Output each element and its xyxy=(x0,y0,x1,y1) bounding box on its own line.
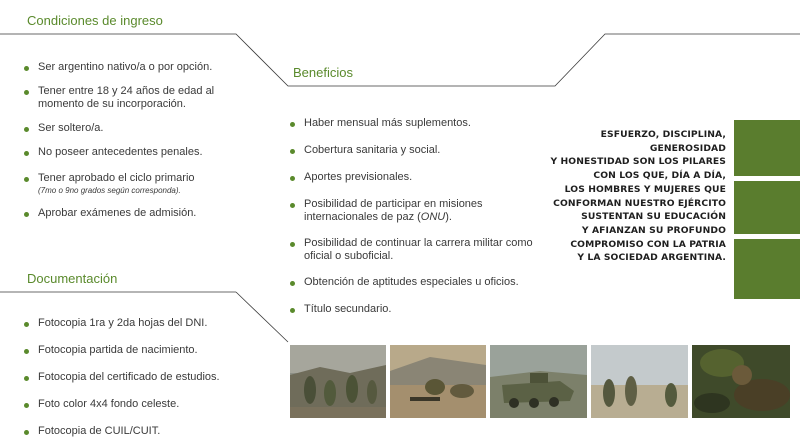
list-item-text: Posibilidad de participar en misiones internacionales de paz ( xyxy=(304,198,483,223)
list-item-note: (7mo o 9no grados según corresponda). xyxy=(38,186,181,195)
motto-line: CON LOS QUE, DÍA A DÍA, xyxy=(593,170,726,182)
list-item: Tener entre 18 y 24 años de edad al momento de su incorporación. xyxy=(24,85,244,111)
condiciones-title: Condiciones de ingreso xyxy=(27,13,163,28)
soldiers-firing-photo xyxy=(390,345,486,418)
list-item: Fotocopia 1ra y 2da hojas del DNI. xyxy=(24,317,264,330)
motto-line: ESFUERZO, DISCIPLINA, GENEROSIDAD xyxy=(600,129,726,154)
onu-text: ONU xyxy=(420,211,446,223)
list-item-suffix: ). xyxy=(445,211,452,223)
list-item: Fotocopia partida de nacimiento. xyxy=(24,344,264,357)
motto-line: Y AFIANZAN SU PROFUNDO xyxy=(581,224,726,236)
list-item xyxy=(24,172,244,196)
motto-text xyxy=(540,128,726,265)
list-item: Ser soltero/a. xyxy=(24,122,244,135)
documentacion-title: Documentación xyxy=(27,271,118,286)
list-item: Aportes previsionales. xyxy=(290,171,540,184)
soldiers-patrol-photo xyxy=(290,345,386,418)
list-item: Posibilidad de continuar la carrera militar como oficial o suboficial. xyxy=(290,237,540,263)
list-item: Ser argentino nativo/a o por opción. xyxy=(24,61,244,74)
green-block xyxy=(734,239,800,299)
list-item: Foto color 4x4 fondo celeste. xyxy=(24,398,264,411)
beneficios-title: Beneficios xyxy=(293,65,353,80)
list-item-text: Tener aprobado el ciclo primario xyxy=(38,172,195,184)
list-item xyxy=(290,198,540,224)
list-item: Obtención de aptitudes especiales u oficios. xyxy=(290,276,540,289)
beneficios-list xyxy=(290,117,540,316)
armored-vehicle-photo xyxy=(490,345,587,418)
list-item: Cobertura sanitaria y social. xyxy=(290,144,540,157)
motto-line: CONFORMAN NUESTRO EJÉRCITO xyxy=(553,197,726,209)
motto-line: Y HONESTIDAD SON LOS PILARES xyxy=(550,156,726,168)
green-block xyxy=(734,181,800,234)
green-block xyxy=(734,120,800,176)
list-item: Haber mensual más suplementos. xyxy=(290,117,540,130)
motto-line: SUSTENTAN SU EDUCACIÓN xyxy=(581,211,726,223)
list-item: No poseer antecedentes penales. xyxy=(24,146,244,159)
motto-line: Y LA SOCIEDAD ARGENTINA. xyxy=(577,252,726,264)
soldiers-beach-photo xyxy=(591,345,688,418)
condiciones-list xyxy=(24,61,244,220)
motto-line: COMPROMISO CON LA PATRIA xyxy=(570,238,726,250)
list-item: Fotocopia de CUIL/CUIT. xyxy=(24,425,264,438)
list-item: Título secundario. xyxy=(290,303,540,316)
soldier-camouflage-photo xyxy=(692,345,790,418)
documentacion-list xyxy=(24,317,264,438)
list-item: Fotocopia del certificado de estudios. xyxy=(24,371,264,384)
motto-line: LOS HOMBRES Y MUJERES QUE xyxy=(564,183,726,195)
list-item: Aprobar exámenes de admisión. xyxy=(24,207,244,220)
